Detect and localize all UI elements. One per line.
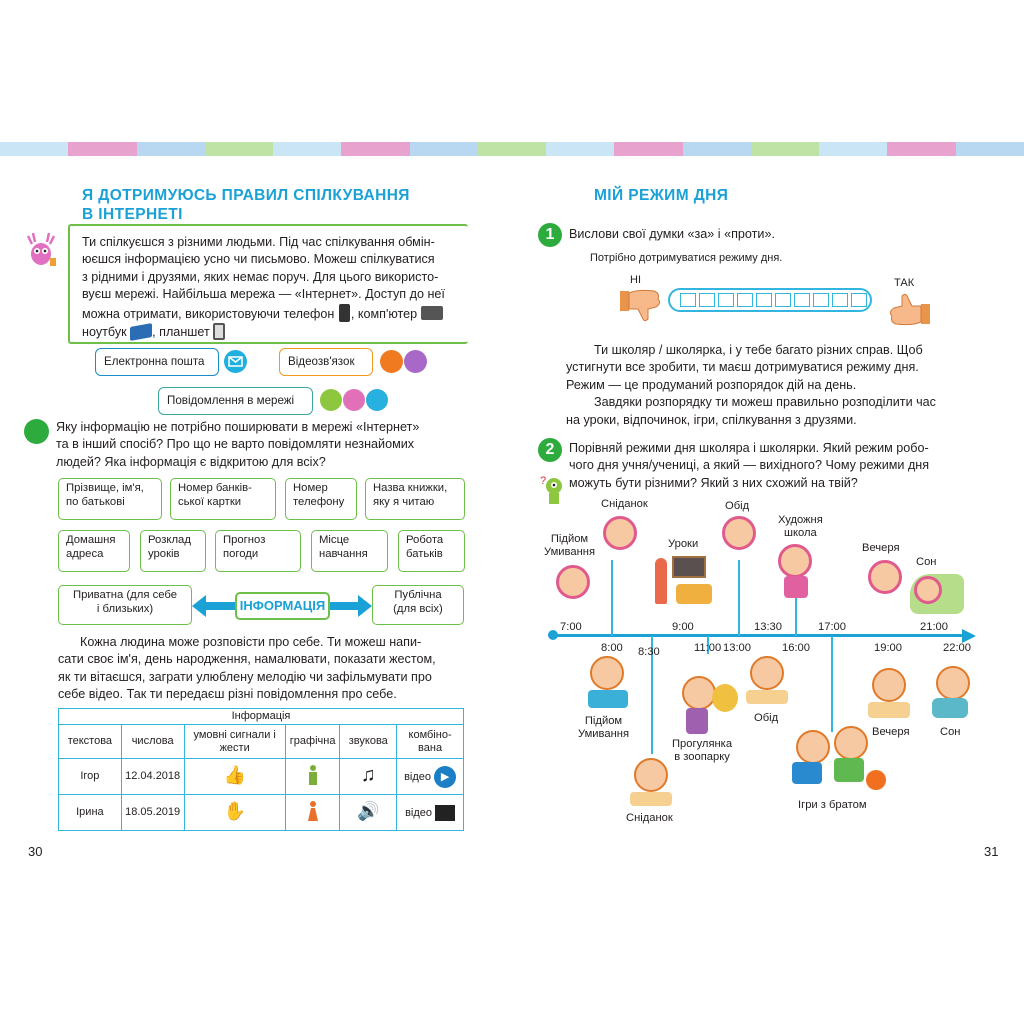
time-9-00: 9:00 (672, 621, 694, 633)
time-13-00: 13:00 (723, 642, 751, 654)
info-box-name: Прізвище, ім'я, по батькові (58, 478, 162, 520)
info-box-parents-job: Робота батьків (398, 530, 465, 572)
girl-art-icon (778, 544, 812, 578)
thumbs-up-icon (886, 290, 932, 330)
teacher-icon (655, 558, 667, 604)
girl-lunch-label: Обід (725, 500, 750, 512)
paragraph-2: Кожна людина може розповісти про себе. Ти можеш напи- сати своє ім'я, день народження, намалювати, показати жестом, як ти вітаєшся, заграти улюблену мелодію чи зафільмувати про себе відео. Так ти передаєш різні повідомлення про себе. (58, 635, 436, 702)
clapperboard-icon (435, 805, 455, 821)
girl-wake-label: Підйом Умивання (544, 533, 595, 558)
brother-body (792, 762, 822, 784)
art-school-label: Художня школа (778, 514, 823, 539)
info-box-weather: Прогноз погоди (215, 530, 301, 572)
stripe-segment (751, 142, 820, 156)
task-1-text: Вислови свої думки «за» і «проти». (569, 227, 775, 241)
info-box-phone-number: Номер телефону (285, 478, 357, 520)
task-number-2: 2 (538, 438, 562, 462)
info-box-bank-card: Номер банків- ської картки (170, 478, 276, 520)
connector (738, 560, 740, 636)
table-row: Ірина 18.05.2019 ✋ 🔊 відео (59, 795, 464, 831)
stripe-segment (614, 142, 683, 156)
stripe-segment (137, 142, 206, 156)
ball-icon (866, 770, 886, 790)
scale-cell[interactable] (737, 293, 753, 307)
stripe-segment (887, 142, 956, 156)
scale-cell[interactable] (775, 293, 791, 307)
time-17-00: 17:00 (818, 621, 846, 633)
hand-gesture-icon: ✋ (223, 800, 246, 821)
play-icon: ▶ (434, 766, 456, 788)
table-header: Інформація (59, 709, 464, 725)
stripe-segment (341, 142, 410, 156)
phone-icon (339, 304, 350, 322)
scale-cell[interactable] (699, 293, 715, 307)
boy-play-body (834, 758, 864, 782)
lessons-label: Уроки (668, 538, 699, 550)
boy-lunch-label: Обід (754, 712, 779, 724)
connector (611, 560, 613, 636)
girl-dinner-label: Вечеря (862, 542, 900, 554)
opinion-scale (668, 288, 872, 312)
blackboard-icon (672, 556, 706, 578)
laptop-icon (130, 323, 152, 341)
boy-breakfast-label: Сніданок (626, 812, 673, 824)
girl-dinner-icon (868, 560, 902, 594)
scale-cell[interactable] (813, 293, 829, 307)
thumbs-up-gesture-icon: 👍 (223, 764, 246, 785)
stripe-segment (410, 142, 479, 156)
stripe-segment (956, 142, 1024, 156)
stripe-segment (478, 142, 547, 156)
time-8-30: 8:30 (638, 646, 660, 658)
scale-cell[interactable] (851, 293, 867, 307)
boy-dinner-label: Вечеря (872, 726, 910, 738)
zoo-label: Прогулянка в зоопарку (672, 738, 733, 763)
connector (795, 596, 797, 636)
right-title: МІЙ РЕЖИМ ДНЯ (594, 187, 729, 204)
time-7-00: 7:00 (560, 621, 582, 633)
stripe-segment (68, 142, 137, 156)
music-note-icon: ♫ (360, 763, 376, 786)
boy-wake-icon (590, 656, 624, 690)
sms-icon (343, 389, 365, 411)
page-number-left: 30 (28, 844, 43, 859)
brother-icon (796, 730, 830, 764)
pupils-icon (676, 584, 712, 604)
info-box-study-place: Місце навчання (311, 530, 388, 572)
connector (831, 636, 833, 732)
time-16-00: 16:00 (782, 642, 810, 654)
svg-text:?: ? (540, 475, 547, 487)
time-22-00: 22:00 (943, 642, 971, 654)
pink-monster-icon (24, 230, 58, 270)
time-8-00: 8:00 (601, 642, 623, 654)
boy-figure-icon (307, 765, 319, 785)
timeline-start-dot (548, 630, 558, 640)
left-title: Я ДОТРИМУЮСЬ ПРАВИЛ СПІЛКУВАННЯ В ІНТЕРНЕТІ (82, 187, 410, 223)
intro-text: Ти спілкуєшся з різними людьми. Під час спілкування обмін- юєшся інформацією усно чи письмово. Можеш спілкуватися з рідними і друзями, яких немає поруч. Для цього використо- вуєш мережі. Найбільша мережа — «Інтернет». Доступ до неї можна отримати, використовуючи телефон , комп'ютер ноутбук , планшет (82, 235, 445, 340)
boy-zoo-icon (682, 676, 716, 710)
time-11-00: 11:00 (694, 642, 722, 654)
stripe-segment (683, 142, 752, 156)
public-box: Публічна (для всіх) (372, 585, 464, 625)
stripe-segment (0, 142, 69, 156)
table-row: Ігор 12.04.2018 👍 ♫ відео ▶ (59, 759, 464, 795)
green-alien-icon (540, 474, 566, 506)
boy-dinner-icon (872, 668, 906, 702)
boy-breakfast-icon (634, 758, 668, 792)
girl-breakfast-label: Сніданок (601, 498, 648, 510)
boy-breakfast-table (630, 792, 672, 806)
thumbs-down-icon (618, 285, 664, 325)
right-paragraph: Ти школяр / школярка, і у тебе багато різних справ. Щоб устигнути все зробити, ти маєш дотримуватися режиму дня. Режим — це продуманий розпорядок дій на день. Завдяки розпорядку ти можеш правильно розподілити час на уроки, відпочинок, ігри, спілкування з друзями. (566, 343, 936, 427)
task-2-text: Порівняй режими дня школяра і школярки. Який режим робо- чого дня учня/учениці, а який — вихідного? Чому режими дня можуть бути різними? Який з них схожий на твій? (569, 441, 930, 490)
video-call-icon (380, 350, 403, 373)
girl-art-body (784, 576, 808, 598)
task-number-1: 1 (538, 223, 562, 247)
lion-icon (712, 684, 738, 712)
info-box-schedule: Розклад уроків (140, 530, 206, 572)
stripe-segment (546, 142, 615, 156)
speaker-icon: 🔊 (357, 800, 380, 821)
play-label: Ігри з братом (798, 799, 867, 811)
time-13-30: 13:30 (754, 621, 782, 633)
green-dot-icon (24, 419, 49, 444)
stripe-segment (205, 142, 274, 156)
email-pill: Електронна пошта (95, 348, 219, 376)
video-pill: Відеозв'язок (279, 348, 373, 376)
chat-icon (320, 389, 342, 411)
boy-sleep-icon (936, 666, 970, 700)
page-number-right: 31 (984, 844, 999, 859)
scale-cell[interactable] (680, 293, 696, 307)
private-box: Приватна (для себе і близьких) (58, 585, 192, 625)
boy-zoo-body (686, 708, 708, 734)
question-text: Яку інформацію не потрібно поширювати в мережі «Інтернет» та в інший спосіб? Про що не варто повідомляти незнайомих людей? Яка інформація є відкритою для всіх? (56, 420, 420, 469)
girl-sleep-face (914, 576, 942, 604)
tablet-icon (213, 323, 225, 340)
time-21-00: 21:00 (920, 621, 948, 633)
info-box-book: Назва книжки, яку я читаю (365, 478, 465, 520)
info-table: Інформація текстова числова умовні сигнали і жести графічна звукова комбіно-вана Ігор 12.04.2018 👍 ♫ відео ▶ Ірина 18.05.2019 ✋ 🔊 відео (58, 708, 464, 831)
scale-cell[interactable] (794, 293, 810, 307)
boy-wash-basin (588, 690, 628, 708)
girl-wake-icon (556, 565, 590, 599)
girl-breakfast-icon (603, 516, 637, 550)
boy-sleep-label: Сон (940, 726, 961, 738)
computer-icon (421, 306, 443, 320)
info-box-address: Домашня адреса (58, 530, 130, 572)
scale-cell[interactable] (756, 293, 772, 307)
boy-wake-label: Підйом Умивання (578, 715, 629, 740)
scale-cell[interactable] (718, 293, 734, 307)
envelope-icon (224, 350, 247, 373)
boy-lunch-icon (750, 656, 784, 690)
girl-lunch-icon (722, 516, 756, 550)
stripe-segment (273, 142, 342, 156)
boy-sleep-blanket (932, 698, 968, 718)
info-center-label: ІНФОРМАЦІЯ (235, 592, 330, 620)
scale-cell[interactable] (832, 293, 848, 307)
people-icon (404, 350, 427, 373)
messages-pill: Повідомлення в мережі (158, 387, 313, 415)
stripe-segment (819, 142, 888, 156)
task-1-statement: Потрібно дотримуватися режиму дня. (590, 252, 783, 264)
time-19-00: 19:00 (874, 642, 902, 654)
girl-figure-icon (307, 801, 319, 821)
yes-label: ТАК (894, 277, 915, 289)
timeline-arrowhead (962, 629, 976, 643)
microphone-icon (366, 389, 388, 411)
boy-lunch-table (746, 690, 788, 704)
boy-dinner-table (868, 702, 910, 718)
no-label: НІ (630, 274, 641, 286)
boy-play-icon (834, 726, 868, 760)
girl-sleep-label: Сон (916, 556, 937, 568)
